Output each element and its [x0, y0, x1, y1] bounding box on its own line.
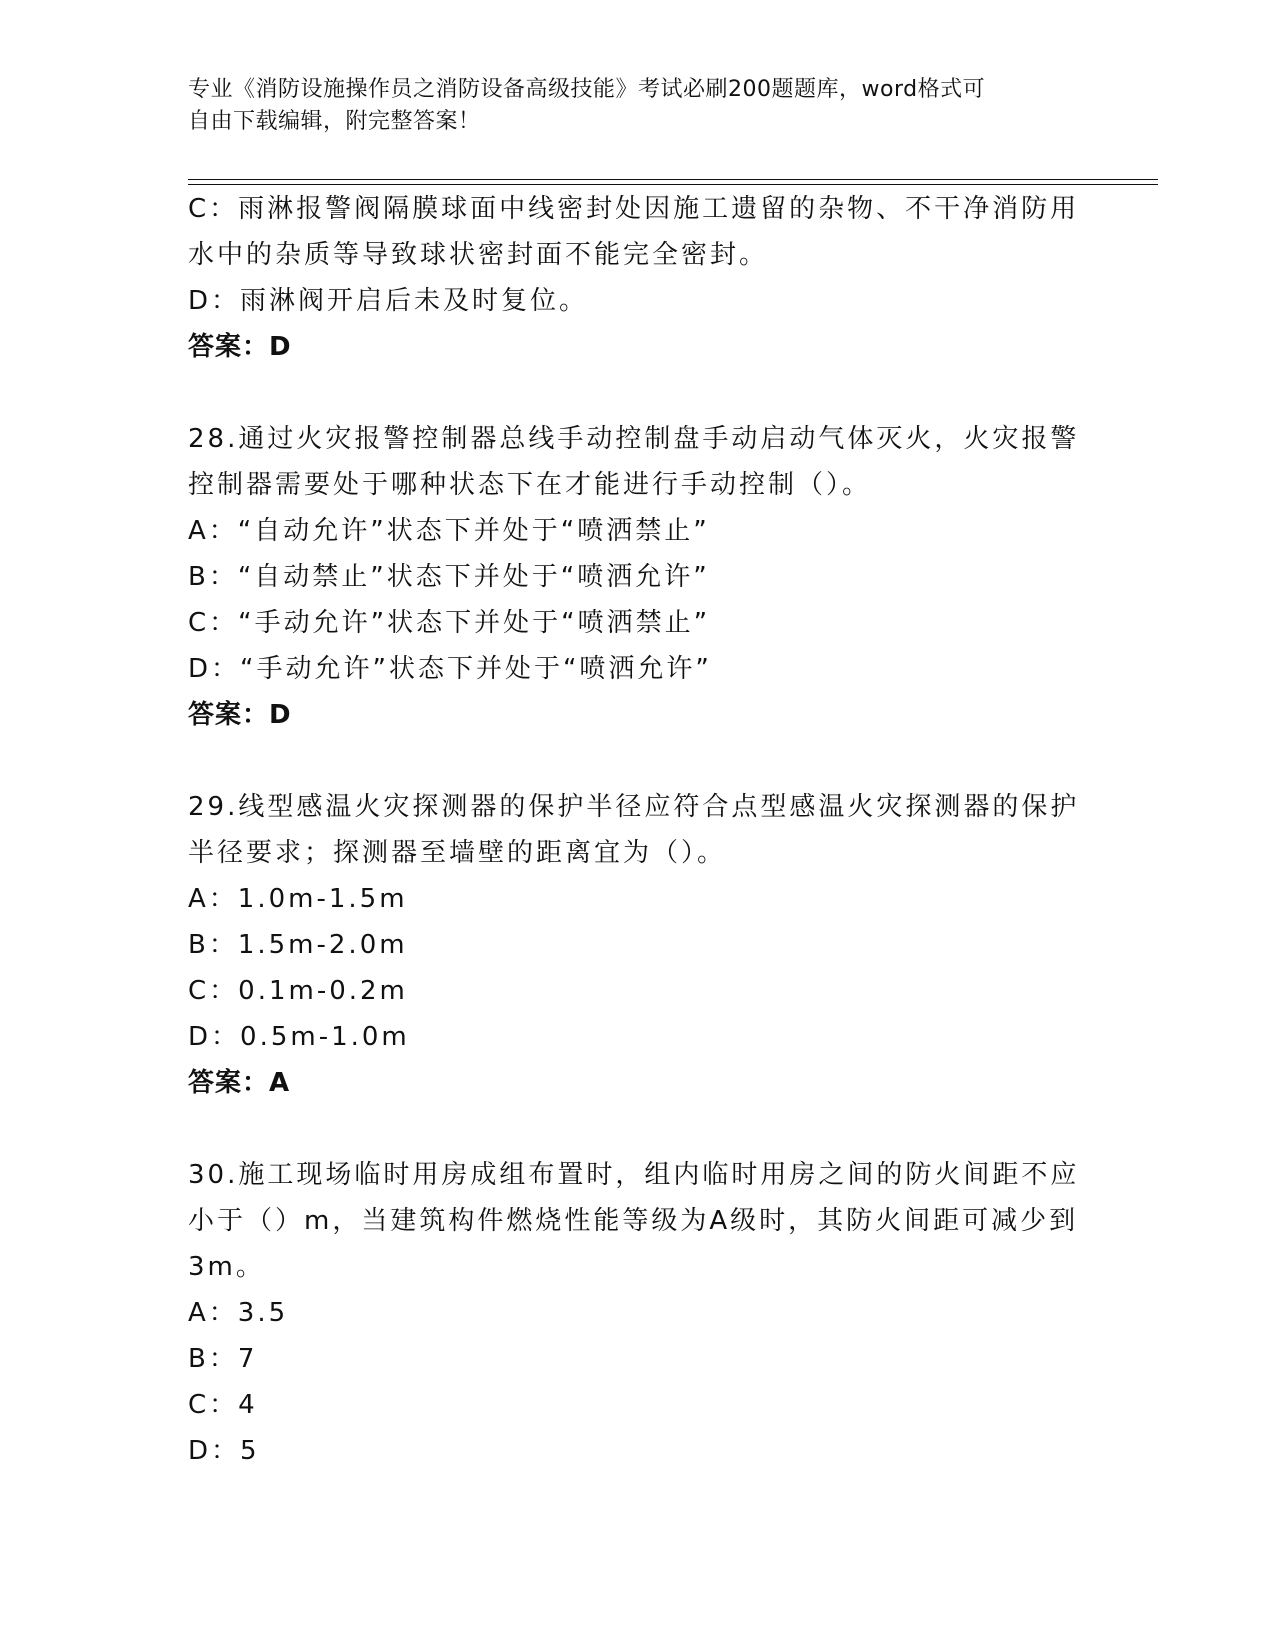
- option-a: A：3.5: [188, 1298, 289, 1328]
- header-divider-bottom: [188, 184, 1158, 185]
- answer-line: 答案：D: [188, 700, 292, 730]
- option-d: D：“手动允许”状态下并处于“喷洒允许”: [188, 654, 712, 684]
- option-d: D：0.5m-1.0m: [188, 1022, 410, 1052]
- question-29: [188, 784, 1088, 1106]
- answer-line: 答案：D: [188, 332, 292, 362]
- question-stem-line: 29.线型感温火灾探测器的保护半径应符合点型感温火灾探测器的保护: [188, 792, 1080, 822]
- option-b: B：1.5m-2.0m: [188, 930, 408, 960]
- option-a: A：1.0m-1.5m: [188, 884, 408, 914]
- option-d: D：5: [188, 1436, 260, 1466]
- option-c-line-1: C：雨淋报警阀隔膜球面中线密封处因施工遗留的杂物、不干净消防用: [188, 194, 1080, 224]
- question-stem-line: 半径要求；探测器至墙壁的距离宜为（）。: [188, 838, 727, 868]
- option-c: C：0.1m-0.2m: [188, 976, 408, 1006]
- answer-line: 答案：A: [188, 1068, 291, 1098]
- option-b: B：7: [188, 1344, 258, 1374]
- option-c: C：4: [188, 1390, 258, 1420]
- spacer: [188, 738, 1088, 784]
- previous-question-continuation: [188, 186, 1088, 370]
- question-30: [188, 1152, 1088, 1474]
- document-header: [188, 74, 1068, 138]
- header-line-2: 自由下载编辑，附完整答案！: [188, 109, 481, 134]
- question-stem-line: 小于（）m，当建筑构件燃烧性能等级为A级时，其防火间距可减少到: [188, 1206, 1079, 1236]
- option-c: C：“手动允许”状态下并处于“喷洒禁止”: [188, 608, 711, 638]
- question-28: [188, 416, 1088, 738]
- question-stem-line: 28.通过火灾报警控制器总线手动控制盘手动启动气体灭火，火灾报警: [188, 424, 1080, 454]
- option-c-line-2: 水中的杂质等导致球状密封面不能完全密封。: [188, 240, 769, 270]
- question-stem-line: 控制器需要处于哪种状态下在才能进行手动控制（）。: [188, 470, 872, 500]
- option-a: A：“自动允许”状态下并处于“喷洒禁止”: [188, 516, 710, 546]
- question-stem-line: 3m。: [188, 1252, 265, 1282]
- question-list: [188, 186, 1088, 1474]
- option-b: B：“自动禁止”状态下并处于“喷洒允许”: [188, 562, 710, 592]
- spacer: [188, 1106, 1088, 1152]
- header-divider-top: [188, 179, 1158, 180]
- header-line-1: 专业《消防设施操作员之消防设备高级技能》考试必刷200题题库，word格式可: [188, 77, 986, 102]
- question-stem-line: 30.施工现场临时用房成组布置时，组内临时用房之间的防火间距不应: [188, 1160, 1080, 1190]
- option-d: D：雨淋阀开启后未及时复位。: [188, 286, 589, 316]
- spacer: [188, 370, 1088, 416]
